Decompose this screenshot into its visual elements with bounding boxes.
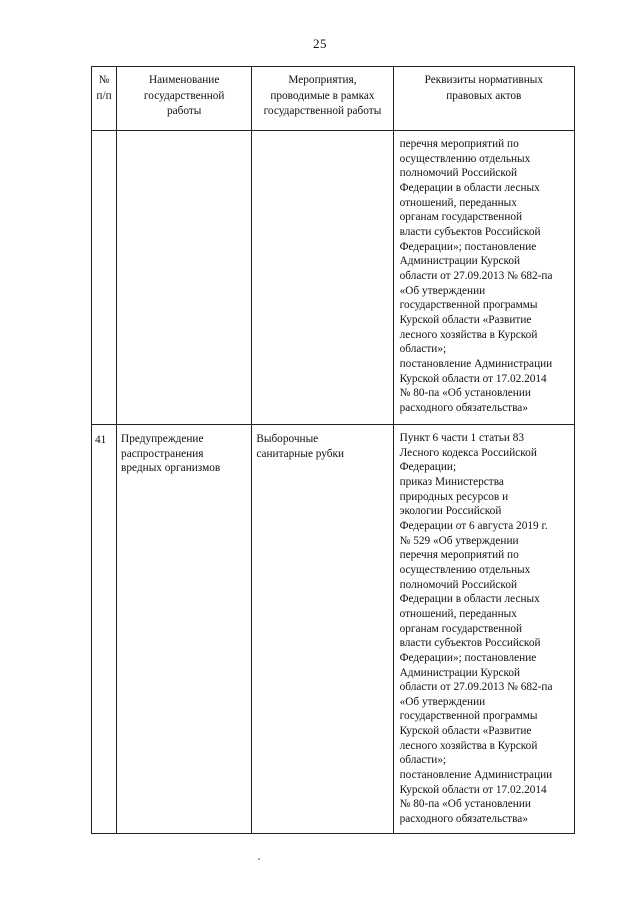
text-line: расходного обязательства» (399, 401, 528, 414)
text-line: санитарные рубки (256, 447, 345, 460)
text-line: распространения (121, 447, 204, 460)
legal-acts-cell (393, 131, 574, 425)
text-line: лесного хозяйства в Курской (399, 328, 538, 341)
events-cell (252, 425, 393, 834)
text-line: области»; (399, 343, 447, 356)
text-line: № 80-па «Об установлении (399, 798, 531, 811)
header-line: Мероприятия, (288, 74, 357, 86)
work-name-cell (117, 131, 252, 425)
text-line: осуществлению отдельных (399, 152, 531, 165)
table-header-row (92, 67, 575, 131)
text-line: Федерации от 6 августа 2019 г. (399, 519, 548, 532)
text-line: Курской области «Развитие (399, 725, 532, 738)
header-line: проводимые в рамках (270, 89, 375, 102)
text-line: Администрации Курской (399, 666, 521, 679)
header-line: п/п (96, 89, 112, 102)
text-line: вредных организмов (121, 462, 221, 475)
text-line: области от 27.09.2013 № 682-па (399, 681, 553, 694)
text-line: приказ Министерства (399, 475, 504, 488)
text-line: отношений, переданных (399, 196, 517, 209)
text-line: Федерации в области лесных (399, 593, 540, 606)
row-number-cell: 41 (92, 425, 117, 834)
header-line: правовых актов (446, 89, 522, 102)
measures-table (91, 66, 575, 834)
header-work-name (117, 67, 252, 131)
text-line: Администрации Курской (399, 255, 521, 268)
text-line: Предупреждение (121, 433, 204, 445)
text-line: расходного обязательства» (399, 813, 528, 826)
text-line: Курской области от 17.02.2014 (399, 372, 547, 385)
text-line: перечня мероприятий по (399, 138, 519, 150)
text-line: Лесного кодекса Российской (399, 446, 537, 459)
text-line: власти субъектов Российской (399, 637, 541, 650)
row-number-cell (92, 131, 117, 425)
table-row (92, 131, 575, 425)
events-cell (252, 131, 393, 425)
text-line: Федерации; (399, 461, 457, 474)
text-line: Курской области от 17.02.2014 (399, 783, 547, 796)
text-line: № 80-па «Об установлении (399, 387, 531, 400)
text-line: власти субъектов Российской (399, 225, 541, 238)
text-line: «Об утверждении (399, 695, 486, 708)
text-line: Федерации»; постановление (399, 651, 537, 664)
text-line: органам государственной (399, 211, 523, 224)
text-line: области»; (399, 754, 447, 767)
header-number (92, 67, 117, 131)
header-legal-acts (393, 67, 574, 131)
text-line: Пункт 6 части 1 статьи 83 (399, 432, 525, 444)
header-events (252, 67, 393, 131)
header-line: Наименование (148, 74, 220, 86)
text-line: области от 27.09.2013 № 682-па (399, 269, 553, 282)
text-line: органам государственной (399, 622, 523, 635)
text-line: природных ресурсов и (399, 490, 509, 503)
header-line: работы (166, 105, 202, 117)
text-line: постановление Администрации (399, 357, 553, 370)
text-line: полномочий Российской (399, 167, 518, 180)
header-line: государственной (143, 89, 225, 102)
text-line: Федерации в области лесных (399, 181, 540, 194)
header-line: № (98, 74, 110, 86)
text-line: государственной программы (399, 710, 538, 723)
text-line: экологии Российской (399, 505, 502, 518)
page-number: 25 (313, 36, 327, 51)
text-line: перечня мероприятий по (399, 549, 519, 562)
text-line: Выборочные (256, 433, 319, 445)
legal-acts-cell (393, 425, 574, 834)
text-line: постановление Администрации (399, 769, 553, 782)
table-row (92, 425, 575, 834)
work-name-cell (117, 425, 252, 834)
text-line: Федерации»; постановление (399, 240, 537, 253)
text-line: отношений, переданных (399, 607, 517, 620)
header-line: Реквизиты нормативных (424, 74, 544, 86)
text-line: Курской области «Развитие (399, 313, 532, 326)
text-line: лесного хозяйства в Курской (399, 739, 538, 752)
scan-speck (258, 858, 260, 860)
text-line: № 529 «Об утверждении (399, 534, 519, 547)
text-line: полномочий Российской (399, 578, 518, 591)
text-line: «Об утверждении (399, 284, 486, 297)
text-line: осуществлению отдельных (399, 563, 531, 576)
text-line: государственной программы (399, 299, 538, 312)
header-line: государственной работы (263, 105, 382, 117)
